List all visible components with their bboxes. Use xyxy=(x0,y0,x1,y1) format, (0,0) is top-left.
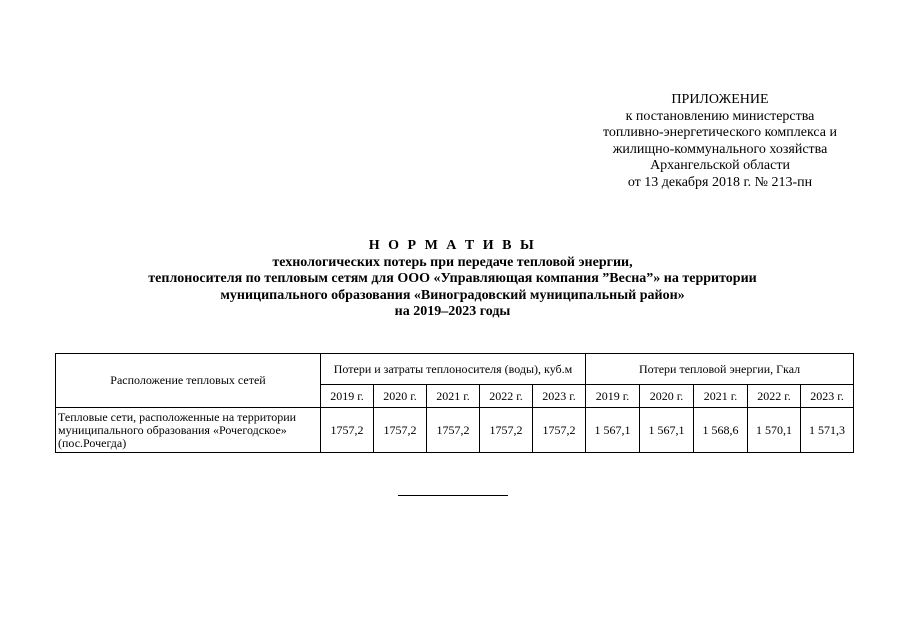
heat-loss-value: 1 567,1 xyxy=(586,408,640,453)
appendix-line: Архангельской области xyxy=(650,158,790,173)
heat-loss-value: 1 570,1 xyxy=(748,408,801,453)
table-row xyxy=(56,408,854,453)
water-loss-value: 1757,2 xyxy=(533,408,586,453)
title-line: на 2019–2023 годы xyxy=(394,304,511,319)
title-line: муниципального образования «Виноградовский муниципальный район» xyxy=(220,287,685,303)
appendix-date-line: от 13 декабря 2018 г. № 213-пн xyxy=(627,174,813,190)
norms-table xyxy=(55,353,854,453)
title-line: технологических потерь при передаче тепловой энергии, xyxy=(272,254,633,270)
year-header: 2020 г. xyxy=(374,385,427,408)
appendix-line: к постановлению министерства xyxy=(625,108,815,124)
heat-loss-value: 1 567,1 xyxy=(640,408,694,453)
water-loss-value: 1757,2 xyxy=(427,408,480,453)
heat-loss-value: 1 568,6 xyxy=(694,408,748,453)
row-location: Тепловые сети, расположенные на территории муниципального образования «Рочегодское» (пос.Рочегда) xyxy=(56,408,321,453)
table-header-row xyxy=(56,354,854,385)
year-header: 2022 г. xyxy=(748,385,801,408)
year-header: 2021 г. xyxy=(427,385,480,408)
water-loss-value: 1757,2 xyxy=(374,408,427,453)
appendix-line: топливно-энергетического комплекса и xyxy=(603,125,837,140)
year-header: 2019 г. xyxy=(321,385,374,408)
year-header: 2020 г. xyxy=(640,385,694,408)
heat-losses-header: Потери тепловой энергии, Гкал xyxy=(586,354,854,385)
location-column-header: Расположение тепловых сетей xyxy=(56,354,321,408)
title-heading: Н О Р М А Т И В Ы xyxy=(368,238,537,253)
year-header: 2023 г. xyxy=(533,385,586,408)
heat-loss-value: 1 571,3 xyxy=(801,408,854,453)
year-header: 2019 г. xyxy=(586,385,640,408)
year-header: 2023 г. xyxy=(801,385,854,408)
water-loss-value: 1757,2 xyxy=(480,408,533,453)
appendix-label: ПРИЛОЖЕНИЕ xyxy=(671,92,769,107)
document-title xyxy=(50,238,855,321)
water-losses-header: Потери и затраты теплоносителя (воды), куб.м xyxy=(321,354,586,385)
closing-rule xyxy=(398,495,508,496)
appendix-block xyxy=(555,92,885,191)
water-loss-value: 1757,2 xyxy=(321,408,374,453)
appendix-line: жилищно-коммунального хозяйства xyxy=(612,141,828,157)
year-header: 2021 г. xyxy=(694,385,748,408)
year-header: 2022 г. xyxy=(480,385,533,408)
title-line: теплоносителя по тепловым сетям для ООО «Управляющая компания ”Весна”» на территории xyxy=(148,271,757,286)
